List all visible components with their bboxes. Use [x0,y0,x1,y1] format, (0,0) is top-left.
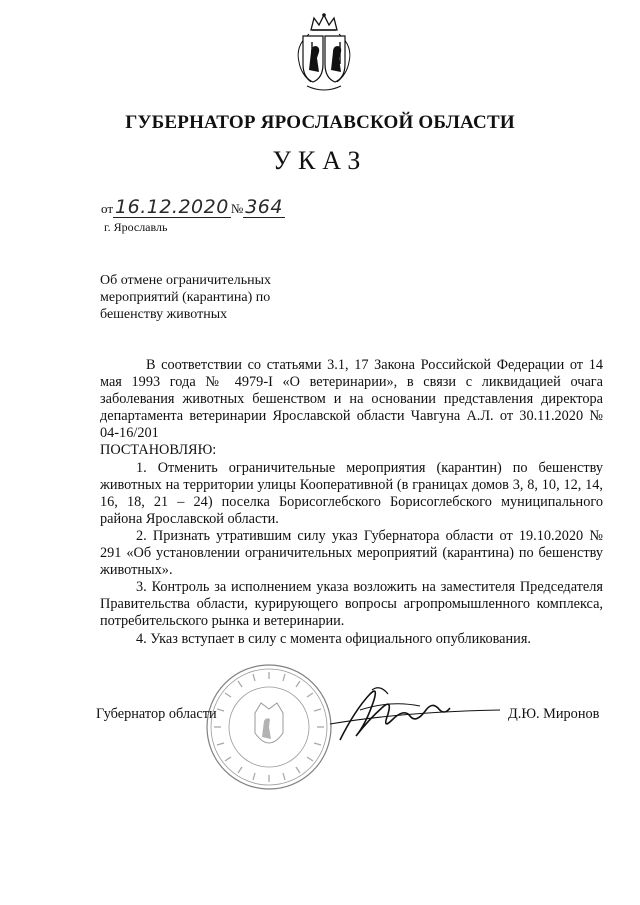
signer-name: Д.Ю. Миронов [508,706,600,722]
decree-number: 364 [245,196,283,218]
issue-city: г. Ярославль [104,220,168,234]
date-prefix: от [101,201,114,216]
coat-of-arms-emblem [281,12,367,98]
document-type: УКАЗ [272,146,368,175]
subject-line: бешенству животных [100,307,228,322]
date-number-line [101,197,285,218]
subject-line: Об отмене ограничительных [100,273,272,288]
number-label: № [230,201,244,216]
preamble-paragraph: В соответствии со статьями 3.1, 17 Закона Российской Федерации от 14 мая 1993 года № 4979-I «О ветеринарии», в связи с ликвидацией очага заболевания животных бешенством и на основании представления директора департамента ветеринарии Ярославской области Чавгуна А.Л. от 30.11.2020 № 04-16/201 [100,357,603,442]
decree-item-3: 3. Контроль за исполнением указа возложить на заместителя Председателя Правительства области, курирующего вопросы агропромышленного комплекса, потребительского рынка и ветеринарии. [100,579,603,630]
decree-word: ПОСТАНОВЛЯЮ: [100,442,217,459]
decree-subject [100,272,340,323]
handwritten-signature [300,680,510,750]
decree-item-1: 1. Отменить ограничительные мероприятия (карантин) по бешенству животных на территории улицы Кооперативной (в границах домов 3, 8, 10, 12, 14, 16, 18, 21 – 24) поселка Борисоглебского Борисоглебского муниципального района Ярославской области. [100,459,603,527]
decree-date: 16.12.2020 [115,196,229,218]
decree-item-2: 2. Признать утратившим силу указ Губернатора области от 19.10.2020 № 291 «Об установлении ограничительных мероприятий (карантина) по бешенству животных». [100,527,603,579]
signer-position: Губернатор области [96,706,217,722]
decree-item-4: 4. Указ вступает в силу с момента официального опубликования. [136,630,531,647]
issuer-title: ГУБЕРНАТОР ЯРОСЛАВСКОЙ ОБЛАСТИ [125,112,515,133]
decree-body [100,357,603,648]
subject-line: мероприятий (карантина) по [100,290,271,305]
